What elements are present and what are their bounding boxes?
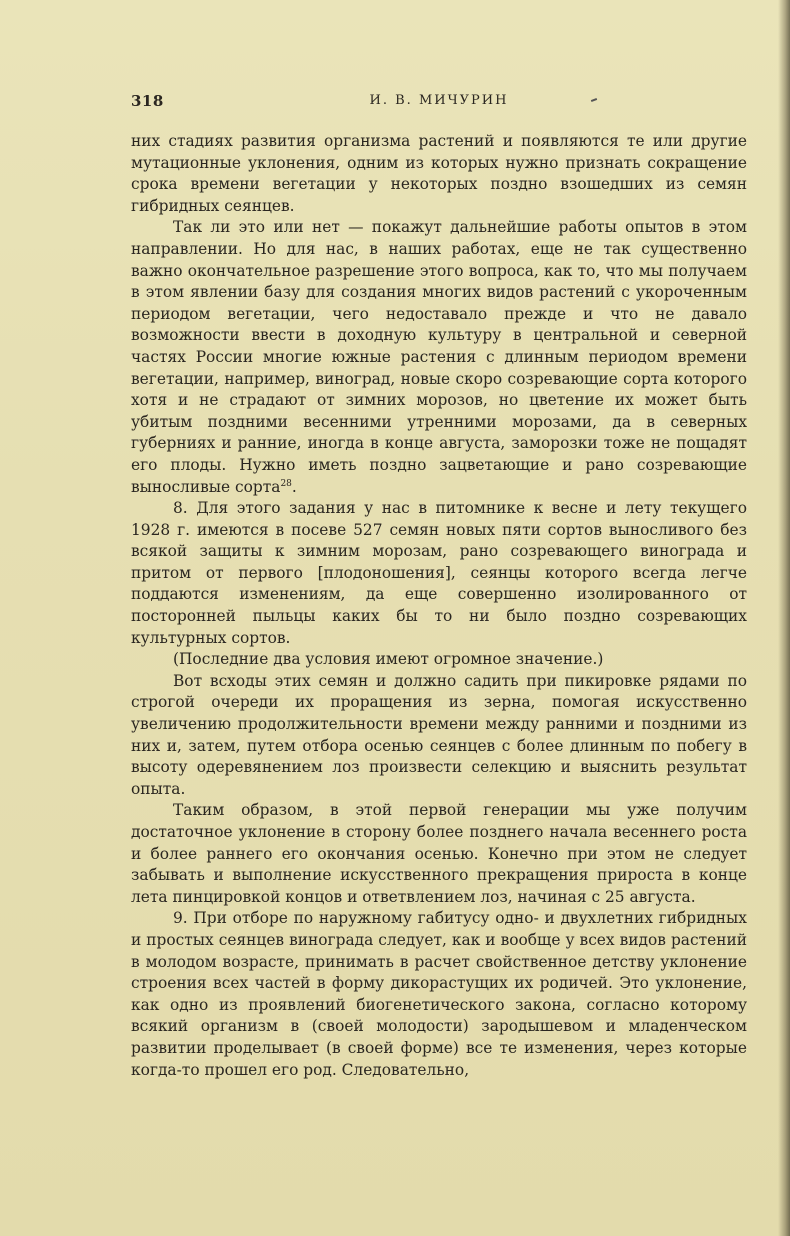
paragraph: них стадиях развития организма растений и появляются те или другие мутационные уклонения, одним из которых нужно признать сокращение срока времени вегетации у некоторых поздно взошедших из семян гибридных сеянцев.: [131, 132, 747, 215]
running-head: И. В. МИЧУРИН: [369, 93, 509, 108]
paragraph: Вот всходы этих семян и должно садить при пикировке рядами по строгой очереди их проращения из зерна, помогая искусственно увеличению продолжительности времени между ранними и поздними из них и, затем, путем отбора осенью сеянцев с более длинным по побегу в высоту одеревянением лоз произвести селекцию и выяснить результат опыта.: [131, 671, 747, 798]
footnote-ref: 28: [280, 478, 292, 489]
paragraph: 8. Для этого задания у нас в питомнике к весне и лету текущего 1928 г. имеются в посеве 527 семян новых пяти сортов выносливого без всякой защиты к зимним морозам, рано созревающего винограда и притом от первого [плодоношения], сеянцы которого всегда легче поддаются изменениям, да еще совершенно изолированного от посторонней пыльцы каких бы то ни было поздно созревающих культурных сортов.: [131, 499, 747, 647]
page-header: [131, 92, 747, 114]
paragraph: (Последние два условия имеют огромное значение.): [173, 650, 604, 669]
paragraph: Так ли это или нет — покажут дальнейшие работы опытов в этом направлении. Но для нас, в наших работах, еще не так существенно важно окончательное разрешение этого вопроса, как то, что мы получаем в этом явлении базу для создания многих видов растений с укороченным периодом вегетации, чего недоставало прежде и что не давало возможности ввести в доходную культуру в центральной и северной частях России многие южные растения с длинным периодом времени вегетации, например, виноград, новые скоро созревающие сорта которого хотя и не страдают от зимних морозов, но цветение их может быть убитым поздними весенними утренними морозами, да в северных губерниях и ранние, иногда в конце августа, заморозки тоже не пощадят его плоды. Нужно иметь поздно зацветающие и рано созревающие выносливые сорта$^{28}$.: [131, 218, 747, 496]
paragraph: Таким образом, в этой первой генерации мы уже получим достаточное уклонение в сторону более позднего начала весеннего роста и более раннего его окончания осенью. Конечно при этом не следует забывать и выполнение искусственного прекращения прироста в конце лета пинцировкой концов и ответвлением лоз, начиная с 25 августа.: [131, 801, 747, 906]
page-edge-shadow: [778, 0, 790, 1236]
body-text: [131, 131, 747, 1081]
paragraph: 9. При отборе по наружному габитусу одно- и двухлетних гибридных и простых сеянцев винограда следует, как и вообще у всех видов растений в молодом возрасте, принимать в расчет свойственное детству уклонение строения всех частей в форму дикорастущих их родичей. Это уклонение, как одно из проявлений биогенетического закона, согласно которому всякий организм в (своей молодости) зародышевом и младенческом развитии проделывает (в своей форме) все те изменения, через которые когда-то прошел его род. Следовательно,: [131, 909, 747, 1079]
page-number: 318: [131, 92, 164, 110]
